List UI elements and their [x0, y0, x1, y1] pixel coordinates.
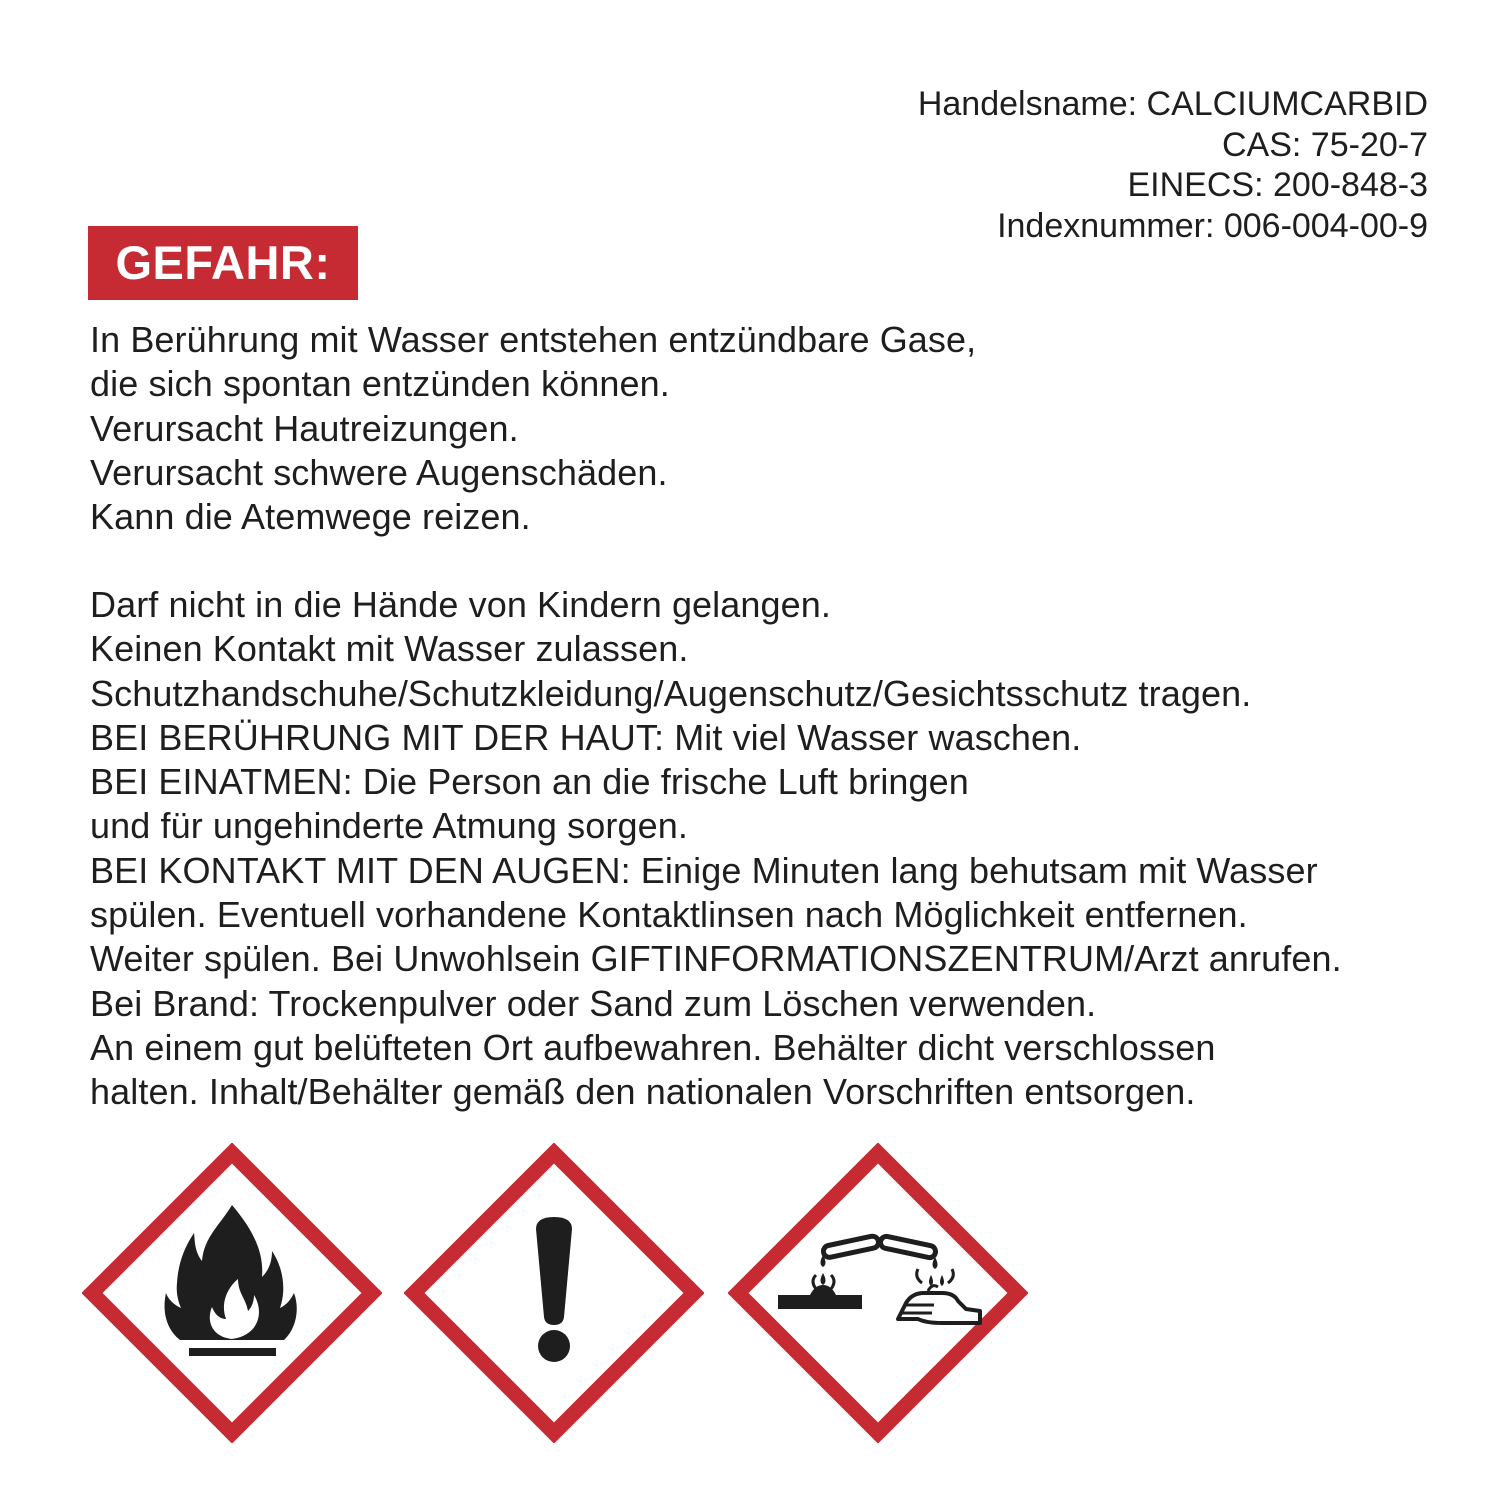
precaution-line: spülen. Eventuell vorhandene Kontaktlinsen nach Möglichkeit entfernen.: [90, 894, 1248, 936]
precaution-line: und für ungehinderte Atmung sorgen.: [90, 805, 688, 847]
precaution-line: BEI BERÜHRUNG MIT DER HAUT: Mit viel Wasser waschen.: [90, 716, 1082, 758]
hazard-statements: [90, 318, 976, 539]
precaution-line: BEI EINATMEN: Die Person an die frische Luft bringen: [90, 761, 969, 803]
precaution-line: halten. Inhalt/Behälter gemäß den nationalen Vorschriften entsorgen.: [90, 1071, 1196, 1113]
precaution-line: Bei Brand: Trockenpulver oder Sand zum Löschen verwenden.: [90, 982, 1097, 1024]
flame-icon: [82, 1143, 382, 1443]
index-number: Indexnummer: 006-004-00-9: [997, 206, 1428, 245]
hazard-line: die sich spontan entzünden können.: [90, 363, 670, 405]
trade-name: Handelsname: CALCIUMCARBID: [917, 85, 1428, 123]
precautionary-statements: [90, 583, 1342, 1115]
signal-word-banner: GEFAHR:: [88, 226, 358, 300]
hazard-line: In Berührung mit Wasser entstehen entzündbare Gase,: [90, 319, 977, 360]
cas-number: CAS: 75-20-7: [1222, 125, 1428, 164]
precaution-line: An einem gut belüfteten Ort aufbewahren. Behälter dicht verschlossen: [90, 1026, 1216, 1068]
precaution-line: BEI KONTAKT MIT DEN AUGEN: Einige Minuten lang behutsam mit Wasser: [90, 849, 1318, 891]
hazard-line: Verursacht schwere Augenschäden.: [90, 451, 668, 493]
corrosion-icon: [728, 1143, 1028, 1443]
einecs-number: EINECS: 200-848-3: [1127, 166, 1428, 204]
precaution-line: Darf nicht in die Hände von Kindern gelangen.: [90, 584, 831, 625]
hazard-line: Verursacht Hautreizungen.: [90, 407, 519, 449]
hazard-line: Kann die Atemwege reizen.: [90, 496, 531, 538]
product-identification: [918, 84, 1428, 246]
precaution-line: Weiter spülen. Bei Unwohlsein GIFTINFORMATIONSZENTRUM/Arzt anrufen.: [90, 938, 1342, 980]
precaution-line: Schutzhandschuhe/Schutzkleidung/Augenschutz/Gesichtsschutz tragen.: [90, 672, 1252, 714]
exclamation-mark-icon: [404, 1143, 704, 1443]
precaution-line: Keinen Kontakt mit Wasser zulassen.: [90, 628, 689, 670]
